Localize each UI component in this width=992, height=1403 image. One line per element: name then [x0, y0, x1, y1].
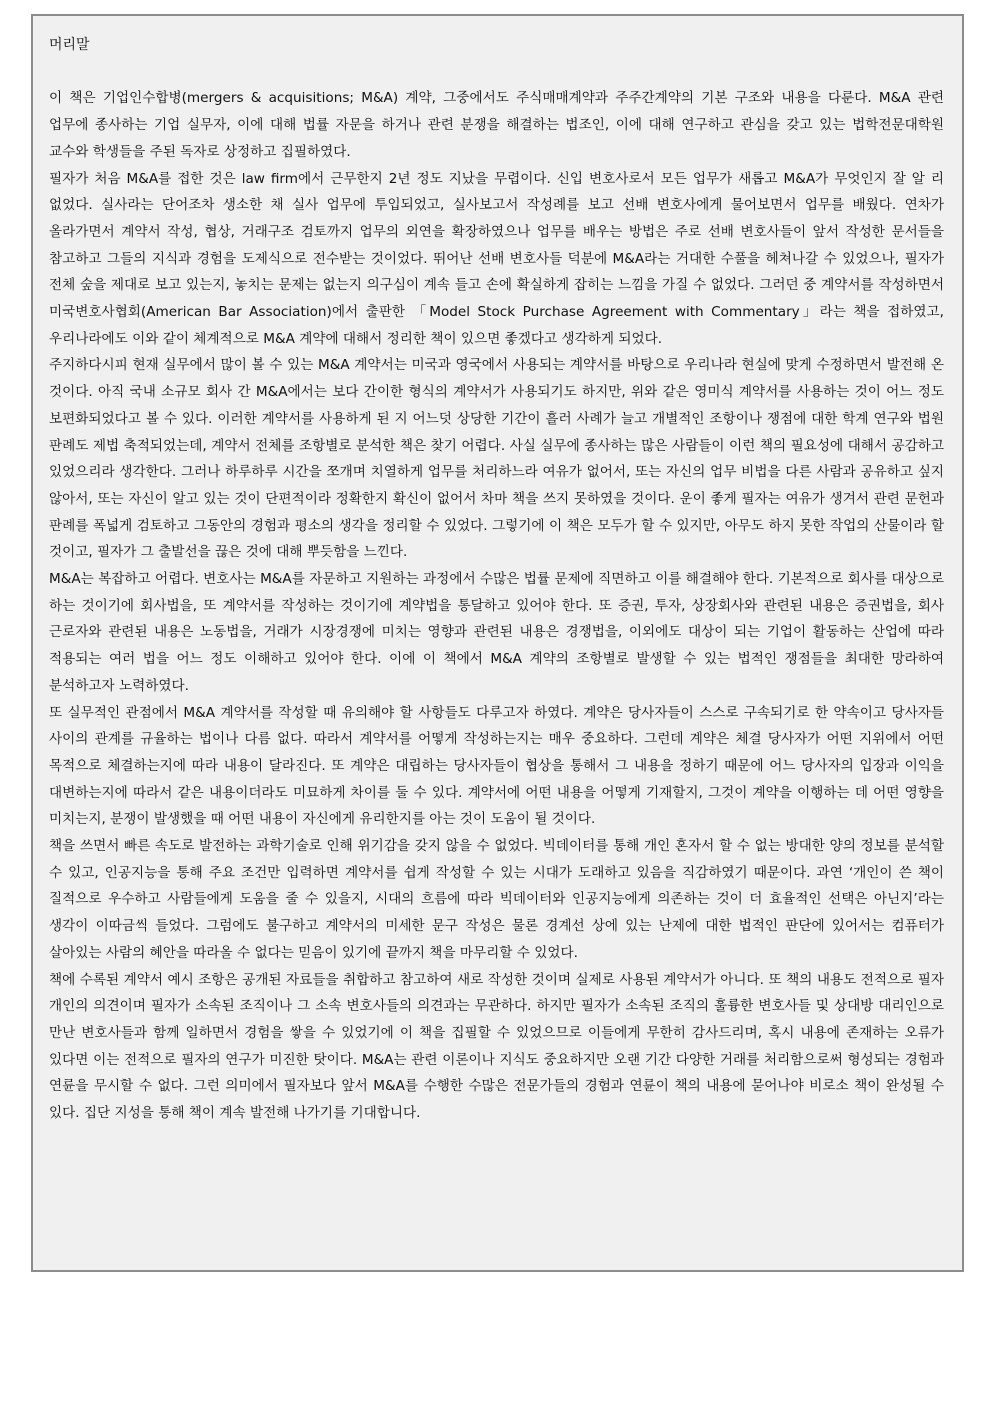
- preface-paragraph-4: M&A는 복잡하고 어렵다. 변호사는 M&A를 자문하고 지원하는 과정에서 수많은 법률 문제에 직면하고 이를 해결해야 한다. 기본적으로 회사를 대상으로 하는 것이기에 회사법을, 또 계약서를 작성하는 것이기에 계약법을 통달하고 있어야 한다. 또 증권, 투자, 상장회사와 관련된 내용은 증권법을, 회사 근로자와 관련된 내용은 노동법을, 거래가 시장경쟁에 미치는 영향과 관련된 내용은 경쟁법을, 이외에도 대상이 되는 기업이 활동하는 산업에 따라 적용되는 여러 법을 어느 정도 이해하고 있어야 한다. 이에 이 책에서 M&A 계약의 조항별로 발생할 수 있는 법적인 쟁점들을 최대한 망라하여 분석하고자 노력하였다.: [49, 571, 944, 694]
- heading-spacer: [49, 59, 944, 86]
- preface-heading: 머리말: [49, 37, 90, 53]
- preface-paragraph-2: 필자가 처음 M&A를 접한 것은 law firm에서 근무한지 2년 정도 지났을 무렵이다. 신입 변호사로서 모든 업무가 새롭고 M&A가 무엇인지 잘 알 리 없었다. 실사라는 단어조차 생소한 채 실사 업무에 투입되었고, 실사보고서 작성례를 보고 선배 변호사에게 물어보면서 업무를 배웠다. 연차가 올라가면서 계약서 작성, 협상, 거래구조 검토까지 업무의 외연을 확장하였으나 업무를 배우는 방법은 주로 선배 변호사들이 앞서 작성한 문서들을 참고하고 그들의 지식과 경험을 도제식으로 전수받는 것이었다. 뛰어난 선배 변호사들 덕분에 M&A라는 거대한 수풀을 헤쳐나갈 수 있었으나, 필자가 전체 숲을 제대로 보고 있는지, 놓치는 문제는 없는지 의구심이 계속 들고 손에 확실하게 잡히는 느낌을 가질 수 없었다. 그러던 중 계약서를 작성하면서 미국변호사협회(American Bar Association)에서 출판한 「Model Stock Purchase Agreement with Commentary」라는 책을 접하였고, 우리나라에도 이와 같이 체계적으로 M&A 계약에 대해서 정리한 책이 있으면 좋겠다고 생각하게 되었다.: [49, 170, 944, 347]
- preface-paragraph-1: 이 책은 기업인수합병(mergers & acquisitions; M&A) 계약, 그중에서도 주식매매계약과 주주간계약의 기본 구조와 내용을 다룬다. M&A 관련 업무에 종사하는 기업 실무자, 이에 대해 법률 자문을 하거나 관련 분쟁을 해결하는 법조인, 이에 대해 연구하고 관심을 갖고 있는 법학전문대학원 교수와 학생들을 주된 독자로 상정하고 집필하였다.: [49, 90, 944, 160]
- preface-paragraph-6: 책을 쓰면서 빠른 속도로 발전하는 과학기술로 인해 위기감을 갖지 않을 수 없었다. 빅데이터를 통해 개인 혼자서 할 수 없는 방대한 양의 정보를 분석할 수 있고, 인공지능을 통해 주요 조건만 입력하면 계약서를 쉽게 작성할 수 있는 시대가 도래하고 있음을 직감하였기 때문이다. 과연 ‘개인이 쓴 책이 질적으로 우수하고 사람들에게 도움을 줄 수 있을지, 시대의 흐름에 따라 빅데이터와 인공지능에게 의존하는 것이 더 효율적인 선택은 아닌지’라는 생각이 이따금씩 들었다. 그럼에도 불구하고 계약서의 미세한 문구 작성은 물론 경계선 상에 있는 난제에 대한 법적인 판단에 있어서는 컴퓨터가 살아있는 사람의 혜안을 따라올 수 없다는 믿음이 있기에 끝까지 책을 마무리할 수 있었다.: [49, 838, 944, 961]
- preface-paragraph-3: 주지하다시피 현재 실무에서 많이 볼 수 있는 M&A 계약서는 미국과 영국에서 사용되는 계약서를 바탕으로 우리나라 현실에 맞게 수정하면서 발전해 온 것이다. 아직 국내 소규모 회사 간 M&A에서는 보다 간이한 형식의 계약서가 사용되기도 하지만, 위와 같은 영미식 계약서를 사용하는 것이 어느 정도 보편화되었다고 볼 수 있다. 이러한 계약서를 사용하게 된 지 어느덧 상당한 기간이 흘러 사례가 늘고 개별적인 조항이나 쟁점에 대한 학계 연구와 법원 판례도 제법 축적되었는데, 계약서 전체를 조항별로 분석한 책은 찾기 어렵다. 사실 실무에 종사하는 많은 사람들이 이런 책의 필요성에 대해서 공감하고 있었으리라 생각한다. 그러나 하루하루 시간을 쪼개며 치열하게 업무를 처리하느라 여유가 없어서, 또는 자신의 업무 비법을 다른 사람과 공유하고 싶지 않아서, 또는 자신이 알고 있는 것이 단편적이라 정확한지 확신이 없어서 차마 책을 쓰지 못하였을 것이다. 운이 좋게 필자는 여유가 생겨서 관련 문헌과 판례를 폭넓게 검토하고 그동안의 경험과 평소의 생각을 정리할 수 있었다. 그렇기에 이 책은 모두가 할 수 있지만, 아무도 하지 못한 작업의 산물이라 할 것이고, 필자가 그 출발선을 끊은 것에 대해 뿌듯함을 느낀다.: [49, 357, 944, 561]
- preface-box: [31, 14, 964, 1272]
- preface-paragraph-5: 또 실무적인 관점에서 M&A 계약서를 작성할 때 유의해야 할 사항들도 다루고자 하였다. 계약은 당사자들이 스스로 구속되기로 한 약속이고 당사자들 사이의 관계를 규율하는 법이나 다름 없다. 따라서 계약서를 어떻게 작성하는지는 매우 중요하다. 그런데 계약은 체결 당사자가 어떤 지위에서 어떤 목적으로 체결하는지에 따라 내용이 달라진다. 또 계약은 대립하는 당사자들이 협상을 통해서 그 내용을 정하기 때문에 어느 당사자의 입장과 이익을 대변하는지에 따라서 같은 내용이더라도 미묘하게 차이를 둘 수 있다. 계약서에 어떤 내용을 어떻게 기재할지, 그것이 계약을 이행하는 데 어떤 영향을 미치는지, 분쟁이 발생했을 때 어떤 내용이 자신에게 유리한지를 아는 것이 도움이 될 것이다.: [49, 704, 944, 828]
- preface-paragraph-7: 책에 수록된 계약서 예시 조항은 공개된 자료들을 취합하고 참고하여 새로 작성한 것이며 실제로 사용된 계약서가 아니다. 또 책의 내용도 전적으로 필자 개인의 의견이며 필자가 소속된 조직이나 그 소속 변호사들의 의견과는 무관하다. 하지만 필자가 소속된 조직의 훌륭한 변호사들 및 상대방 대리인으로 만난 변호사들과 함께 일하면서 경험을 쌓을 수 있었기에 이 책을 집필할 수 있었으므로 이들에게 무한히 감사드리며, 혹시 내용에 존재하는 오류가 있다면 이는 전적으로 필자의 연구가 미진한 탓이다. M&A는 관련 이론이나 지식도 중요하지만 오랜 기간 다양한 거래를 처리함으로써 형성되는 경험과 연륜을 무시할 수 없다. 그런 의미에서 필자보다 앞서 M&A를 수행한 수많은 전문가들의 경험과 연륜이 책의 내용에 묻어나야 비로소 책이 완성될 수 있다. 집단 지성을 통해 책이 계속 발전해 나가기를 기대합니다.: [49, 971, 944, 1122]
